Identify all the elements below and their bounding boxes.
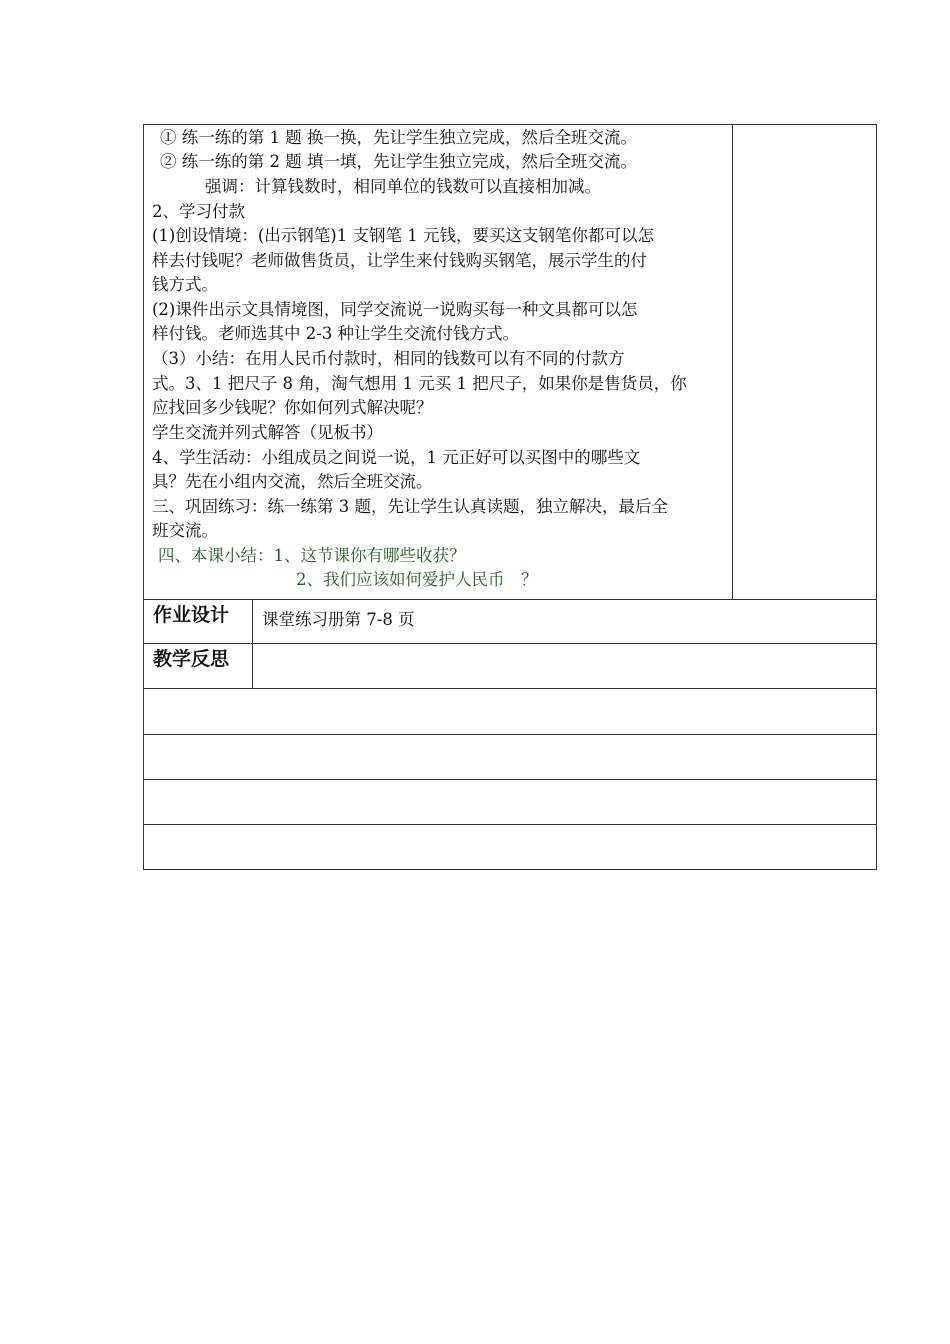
content-line: 应找回多少钱呢？你如何列式解决呢？ bbox=[152, 398, 433, 417]
row-divider bbox=[143, 734, 877, 735]
content-line: 强调：计算钱数时，相同单位的钱数可以直接相加减。 bbox=[205, 177, 601, 196]
content-line: 具？先在小组内交流，然后全班交流。 bbox=[152, 472, 433, 491]
label-column-divider bbox=[252, 599, 253, 688]
homework-value: 课堂练习册第 7-8 页 bbox=[262, 610, 415, 629]
summary-line: 四、本课小结：1、这节课你有哪些收获？ bbox=[158, 546, 466, 565]
homework-label: 作业设计 bbox=[153, 604, 230, 626]
content-line: ① 练一练的第 1 题 换一换，先让学生独立完成，然后全班交流。 bbox=[160, 128, 637, 147]
row-divider bbox=[143, 688, 877, 689]
content-line: (1)创设情境：(出示钢笔)1 支钢笔 1 元钱，要买这支钢笔你都可以怎 bbox=[152, 226, 654, 245]
content-line: 三、巩固练习：练一练第 3 题，先让学生认真读题，独立解决，最后全 bbox=[152, 497, 668, 516]
row-divider bbox=[143, 599, 877, 600]
summary-line: 2、我们应该如何爱护人民币 ？ bbox=[296, 570, 538, 589]
content-line: 2、学习付款 bbox=[152, 202, 245, 221]
content-line: (2)课件出示文具情境图，同学交流说一说购买每一种文具都可以怎 bbox=[152, 300, 638, 319]
content-line: 班交流。 bbox=[152, 521, 218, 540]
content-line: 学生交流并列式解答（见板书） bbox=[152, 423, 383, 442]
reflection-label: 教学反思 bbox=[153, 648, 230, 670]
content-line: 式。3、1 把尺子 8 角，淘气想用 1 元买 1 把尺子，如果你是售货员，你 bbox=[152, 374, 687, 393]
content-column-divider bbox=[732, 124, 733, 599]
content-line: 样去付钱呢？老师做售货员，让学生来付钱购买钢笔，展示学生的付 bbox=[152, 251, 647, 270]
row-divider bbox=[143, 824, 877, 825]
row-divider bbox=[143, 643, 877, 644]
content-line: 钱方式。 bbox=[152, 275, 218, 294]
row-divider bbox=[143, 779, 877, 780]
content-line: （3）小结：在用人民币付款时，相同的钱数可以有不同的付款方 bbox=[152, 349, 625, 368]
content-line: 样付钱。老师选其中 2-3 种让学生交流付钱方式。 bbox=[152, 324, 520, 343]
content-line: ② 练一练的第 2 题 填一填，先让学生独立完成，然后全班交流。 bbox=[160, 152, 637, 171]
content-line: 4、学生活动：小组成员之间说一说，1 元正好可以买图中的哪些文 bbox=[152, 448, 641, 467]
